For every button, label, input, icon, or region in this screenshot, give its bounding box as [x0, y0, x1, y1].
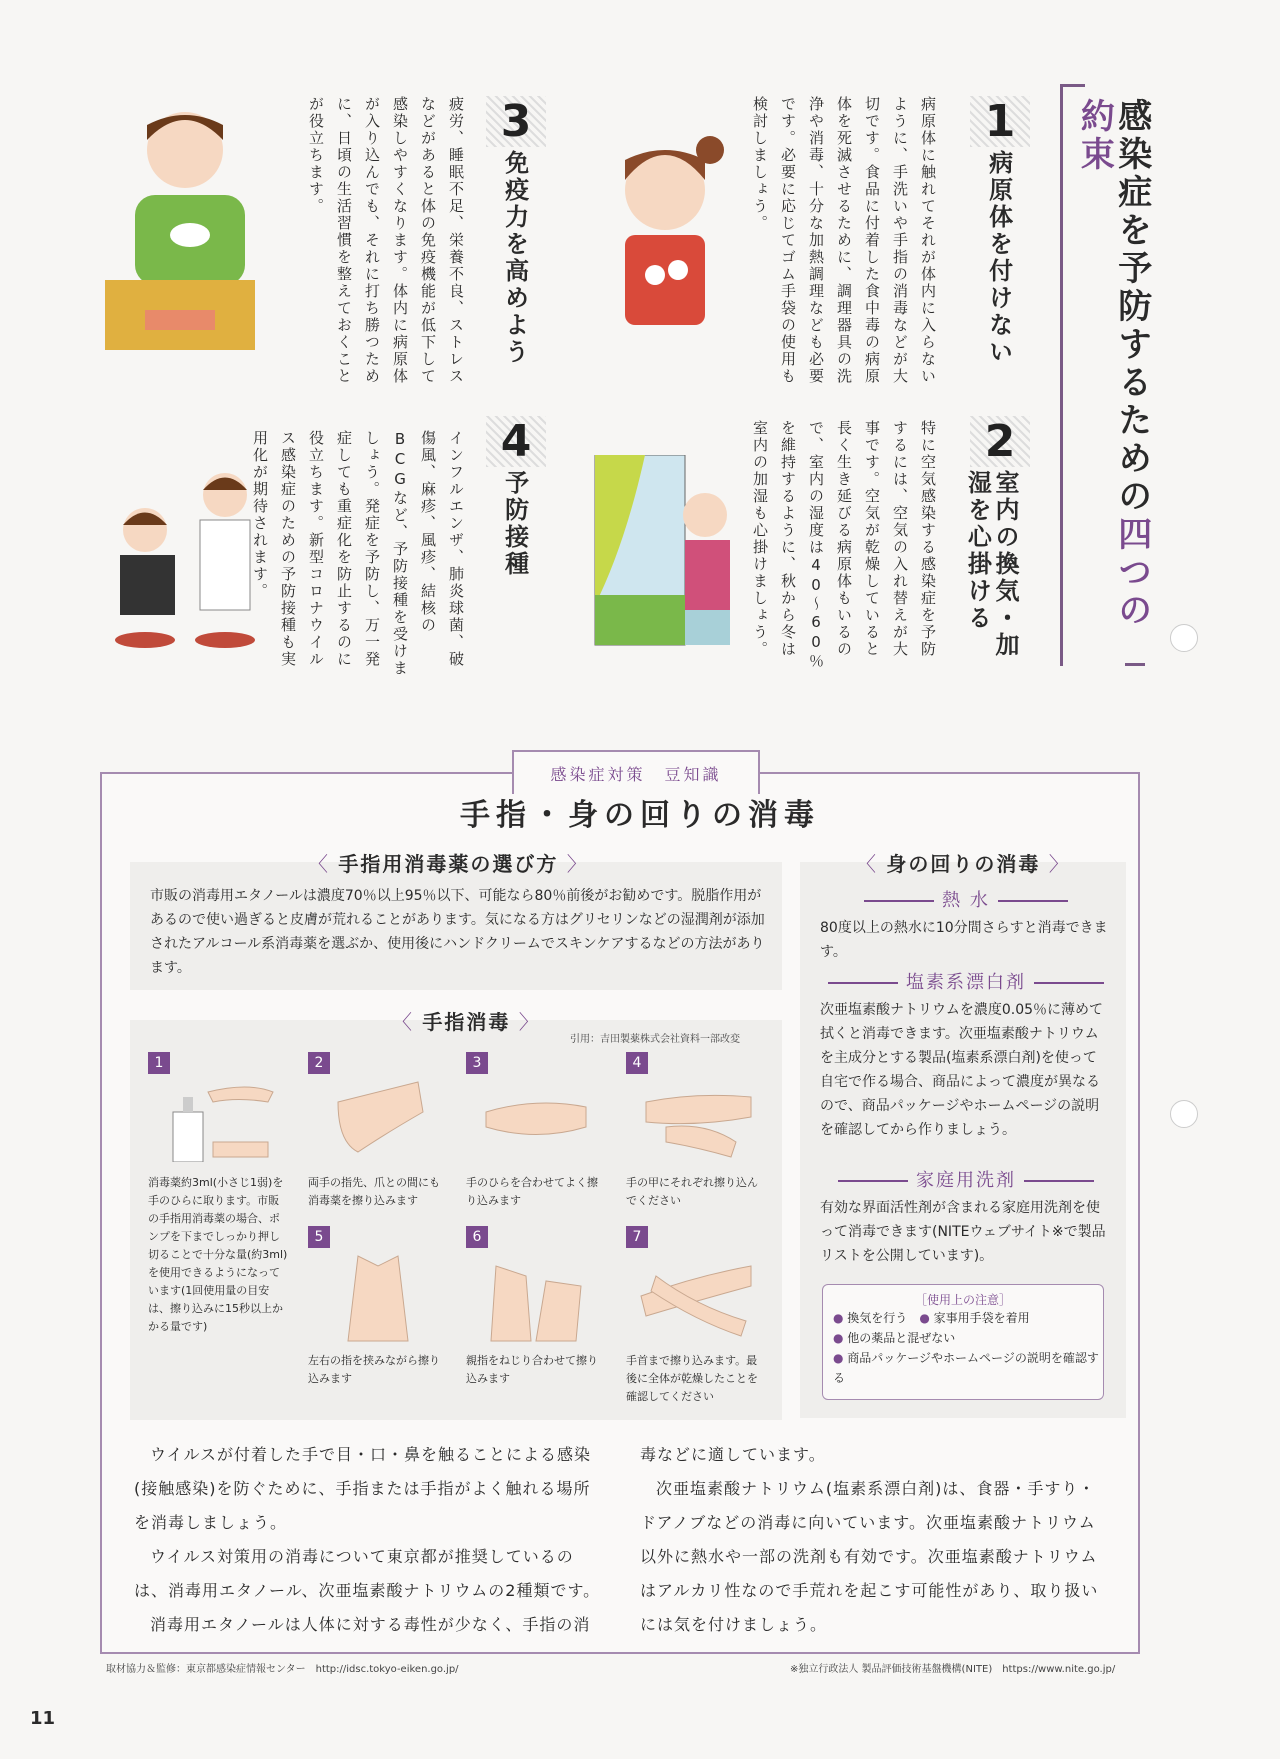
bottom-left-text: ウイルスが付着した手で目・口・鼻を触ることによる感染(接触感染)を防ぐために、手指または手指がよく触れる場所を消毒しましょう。 ウイルス対策用の消毒について東京都が推奨しているのは、消毒用エタノール、次亜塩素酸ナトリウムの2種類です。 消毒用エタノールは人体に対する毒性が少なく、手指の消 — [134, 1445, 601, 1634]
bottom-right-text: 毒などに適しています。 次亜塩素酸ナトリウム(塩素系漂白剤)は、食器・手すり・ドアノブなどの消毒に向いています。次亜塩素酸ナトリウム以外に熱水や一部の洗剤も有効です。次亜塩素酸ナトリウムはアルカリ性なので手荒れを起こす可能性があり、取り扱いには気を付けましょう。 — [640, 1445, 1099, 1634]
step-6 — [466, 1226, 606, 1396]
footer-nite-note: ※独立行政法人 製品評価技術基盤機構(NITE) https://www.nite.go.jp/ — [790, 1664, 1116, 1675]
detergent-body: 有効な界面活性剤が含まれる家庭用洗剤を使って消毒できます(NITEウェブサイト※で製品リストを公開しています)。 — [820, 1200, 1106, 1264]
step-number: 2 — [308, 1052, 330, 1074]
section-3-number: 3 — [486, 96, 546, 147]
step-caption: 親指をねじり合わせて擦り込みます — [466, 1354, 598, 1385]
thumb-twist-icon — [476, 1246, 596, 1346]
hands-fingertips-icon — [318, 1072, 438, 1162]
step-caption: 手の甲にそれぞれ擦り込んでください — [626, 1176, 758, 1207]
title-block — [1060, 84, 1152, 666]
hand-disinfect-source: 引用：吉田製薬株式会社資料一部改変 — [570, 1034, 740, 1045]
hand-disinfect-heading: 〈 手指消毒 〉 — [392, 1010, 541, 1034]
caution-item: ● 商品パッケージやホームページの説明を確認する — [833, 1351, 1099, 1385]
step-3 — [466, 1052, 606, 1212]
step-caption: 左右の指を挟みながら擦り込みます — [308, 1354, 440, 1385]
step-4 — [626, 1052, 766, 1212]
palms-together-icon — [476, 1072, 596, 1162]
girl-washing-hands-illustration — [600, 120, 730, 340]
hot-water-body: 80度以上の熱水に10分間さらすと消毒できます。 — [820, 920, 1108, 960]
step-number: 6 — [466, 1226, 488, 1248]
bleach-body: 次亜塩素酸ナトリウムを濃度0.05％に薄めて拭くと消毒できます。次亜塩素酸ナトリウムを主成分とする製品(塩素系漂白剤)を使って自宅で作る場合、商品によって濃度が異なるので、商品パッケージやホームページの説明を確認してから作りましょう。 — [820, 1002, 1104, 1138]
step-number: 1 — [148, 1052, 170, 1074]
section-4-title: 予防接種 — [500, 470, 529, 578]
caution-title: ［使用上の注意］ — [914, 1293, 1011, 1307]
section-1-number: 1 — [970, 96, 1030, 147]
section-3-title: 免疫力を高めよう — [500, 150, 529, 366]
hand-choice-heading: 〈 手指用消毒薬の選び方 〉 — [308, 852, 589, 876]
page-title: 感染症を予防するための四つの約束 — [1074, 98, 1152, 630]
knowledge-tab-label: 感染症対策 豆知識 — [512, 750, 760, 794]
page-number: 11 — [30, 1708, 56, 1729]
section-2-title: 室内の換気・加湿を心掛ける — [963, 470, 1019, 659]
step-number: 7 — [626, 1226, 648, 1248]
pump-bottle-icon — [158, 1072, 278, 1162]
surroundings-heading: 〈 身の回りの消毒 〉 — [856, 852, 1071, 876]
wrist-rub-icon — [636, 1246, 756, 1346]
binder-hole — [1170, 1100, 1198, 1128]
detergent-heading: 家庭用洗剤 — [816, 1166, 1116, 1192]
step-number: 3 — [466, 1052, 488, 1074]
step-caption: 消毒薬約3ml(小さじ1弱)を手のひらに取ります。市販の手指用消毒薬の場合、ポンプを下までしっかり押し切ることで十分な量(約3ml)を使用できるようになっています(1回使用量の目安は、擦り込みに15秒以上かかる量です) — [148, 1176, 288, 1333]
section-4-number: 4 — [486, 416, 546, 467]
woman-opening-window-illustration — [585, 455, 745, 655]
section-3-body: 疲労、睡眠不足、栄養不良、ストレスなどがあると体の免疫機能が低下して感染しやすくなります。体内に病原体が入り込んでも、それに打ち勝つために、日頃の生活習慣を整えておくことが役立ちます。 — [307, 96, 465, 385]
step-number: 5 — [308, 1226, 330, 1248]
section-1-body: 病原体に触れてそれが体内に入らないように、手洗いや手指の消毒などが大切です。食品に付着した食中毒の病原体を死滅させるために、調理器具の洗浄や消毒、十分な加熱調理なども必要です。必要に応じてゴム手袋の使用も検討しましょう。 — [751, 96, 937, 385]
caution-item: ● 換気を行う ● 家事用手袋を着用 — [833, 1311, 1030, 1325]
back-of-hand-icon — [636, 1072, 756, 1162]
step-caption: 手のひらを合わせてよく擦り込みます — [466, 1176, 598, 1207]
step-caption: 両手の指先、爪との間にも消毒薬を擦り込みます — [308, 1176, 440, 1207]
section-2-body: 特に空気感染する感染症を予防するには、空気の入れ替えが大事です。空気が乾燥していると長く生き延びる病原体もいるので、室内の湿度は40～60％を維持するように、秋から冬は室内の加湿も心掛けましょう。 — [751, 420, 937, 670]
man-eating-illustration — [105, 100, 255, 350]
step-caption: 手首まで擦り込みます。最後に全体が乾燥したことを確認してください — [626, 1354, 758, 1403]
step-5 — [308, 1226, 448, 1396]
step-number: 4 — [626, 1052, 648, 1074]
hand-choice-body: 市販の消毒用エタノールは濃度70％以上95％以下、可能なら80％前後がお勧めです。脱脂作用があるので使い過ぎると皮膚が荒れることがあります。気になる方はグリセリンなどの湿潤剤が添加されたアルコール系消毒薬を選ぶか、使用後にハンドクリームでスキンケアするなどの方法があります。 — [150, 888, 765, 976]
vaccination-illustration — [100, 470, 260, 670]
step-7 — [626, 1226, 766, 1403]
step-1 — [148, 1052, 288, 1332]
section-2-number: 2 — [970, 416, 1030, 467]
usage-caution-box — [822, 1284, 1104, 1400]
bleach-heading: 塩素系漂白剤 — [816, 968, 1116, 994]
step-2 — [308, 1052, 448, 1212]
section-1-title: 病原体を付けない — [984, 150, 1013, 366]
interlaced-fingers-icon — [318, 1246, 438, 1346]
hot-water-heading: 熱 水 — [816, 886, 1116, 912]
binder-hole — [1170, 624, 1198, 652]
knowledge-title: 手指・身の回りの消毒 — [460, 798, 820, 833]
caution-item: ● 他の薬品と混ぜない — [833, 1331, 956, 1345]
footer-credit: 取材協力＆監修：東京都感染症情報センター http://idsc.tokyo-eiken.go.jp/ — [106, 1664, 459, 1675]
section-4-body: インフルエンザ、肺炎球菌、破傷風、麻疹、風疹、結核のBCGなど、予防接種を受けましょう。発症を予防し、万一発症しても重症化を防止するのに役立ちます。新型コロナウイルス感染症のための予防接種も実用化が期待されます。 — [251, 430, 465, 677]
